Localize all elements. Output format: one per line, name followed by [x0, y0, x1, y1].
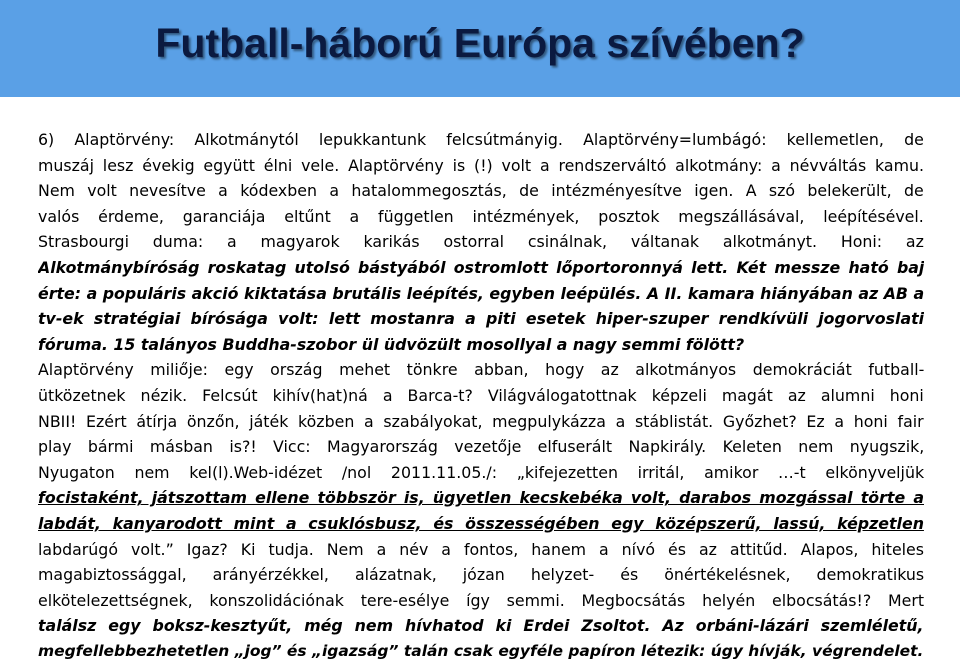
- page-title: Futball-háború Európa szívében?: [155, 20, 805, 66]
- text-line: Nyugaton nem kel(l).Web-idézet /nol 2011.11.05./: „kifejezetten irritál, amikor …-t elkönyveljük: [38, 462, 924, 482]
- text-line: labdát, kanyarodott mint a csuklósbusz, és összességében egy középszerű, lassú, képzetlen: [38, 513, 924, 533]
- text-line: fóruma. 15 talányos Buddha-szobor ül üdvözült mosollyal a nagy semmi fölött?: [38, 334, 745, 354]
- text-line: NBII! Ezért átírja önzőn, játék közben a szabályokat, megpulykázza a stáblistát. Győzhet? Ez a honi fair: [38, 411, 924, 431]
- text-line: valós érdeme, garanciája eltűnt a független intézmények, posztok megszállásával, leépítésével.: [38, 206, 924, 226]
- title-bar: [0, 0, 960, 97]
- text-line: ütközetnek nézik. Felcsút kihív(hat)ná a Barca-t? Világválogatottnak képzeli magát az alumni honi: [38, 385, 924, 405]
- text-line: magabiztossággal, arányérzékkel, alázatnak, józan helyzet- és önértékelésnek, demokratikus: [38, 565, 924, 585]
- text-line: focistaként, játszottam ellene többször is, ügyetlen kecskebéka volt, darabos mozgással törte a: [38, 488, 924, 508]
- text-line: muszáj lesz évekig együtt élni vele. Alaptörvény is (!) volt a rendszerváltó alkotmány: a névváltás kamu.: [38, 155, 924, 175]
- text-line: Strasbourgi duma: a magyarok karikás ostorral csinálnak, váltanak alkotmányt. Honi: az: [38, 232, 924, 252]
- text-line: labdarúgó volt.” Igaz? Ki tudja. Nem a név a fontos, hanem a nívó és az attitűd. Alapos, hiteles: [38, 539, 924, 559]
- text-line: találsz egy boksz-kesztyűt, még nem hívhatod ki Erdei Zsoltot. Az orbáni-lázári szemléletű,: [38, 616, 924, 636]
- text-line: tv-ek stratégiai bírósága volt: lett mostanra a piti esetek hiper-szuper rendkívüli jogorvoslati: [38, 309, 924, 329]
- text-line: érte: a populáris akció kiktatása brutális leépítés, egyben leépülés. A II. kamara hiányában az AB a: [38, 283, 924, 303]
- article-body: [38, 127, 924, 664]
- text-line: Alaptörvény miliője: egy ország mehet tönkre abban, hogy az alkotmányos demokráciát futball-: [38, 360, 924, 380]
- text-line: Alkotmánybíróság roskatag utolsó bástyából ostromlott lőportoronnyá lett. Két messze ható baj: [38, 257, 924, 277]
- text-line: megfellebbezhetetlen „jog” és „igazság” talán csak egyféle papíron létezik: úgy hívják, végrendelet.: [38, 641, 924, 660]
- text-line: 6) Alaptörvény: Alkotmánytól lepukkantunk felcsútmányig. Alaptörvény=lumbágó: kellemetlen, de: [38, 130, 924, 149]
- text-line: play bármi másban is?! Vicc: Magyarország vezetője elfuserált Napkirály. Keleten nem nyugszik,: [38, 437, 924, 457]
- text-line: elkötelezettségnek, konszolidációnak tere-esélye így semmi. Megbocsátás helyén elbocsátás!? Mert: [38, 590, 924, 610]
- text-line: Nem volt nevesítve a kódexben a hatalommegosztás, de intézményesítve igen. A szó belekerült, de: [38, 181, 924, 201]
